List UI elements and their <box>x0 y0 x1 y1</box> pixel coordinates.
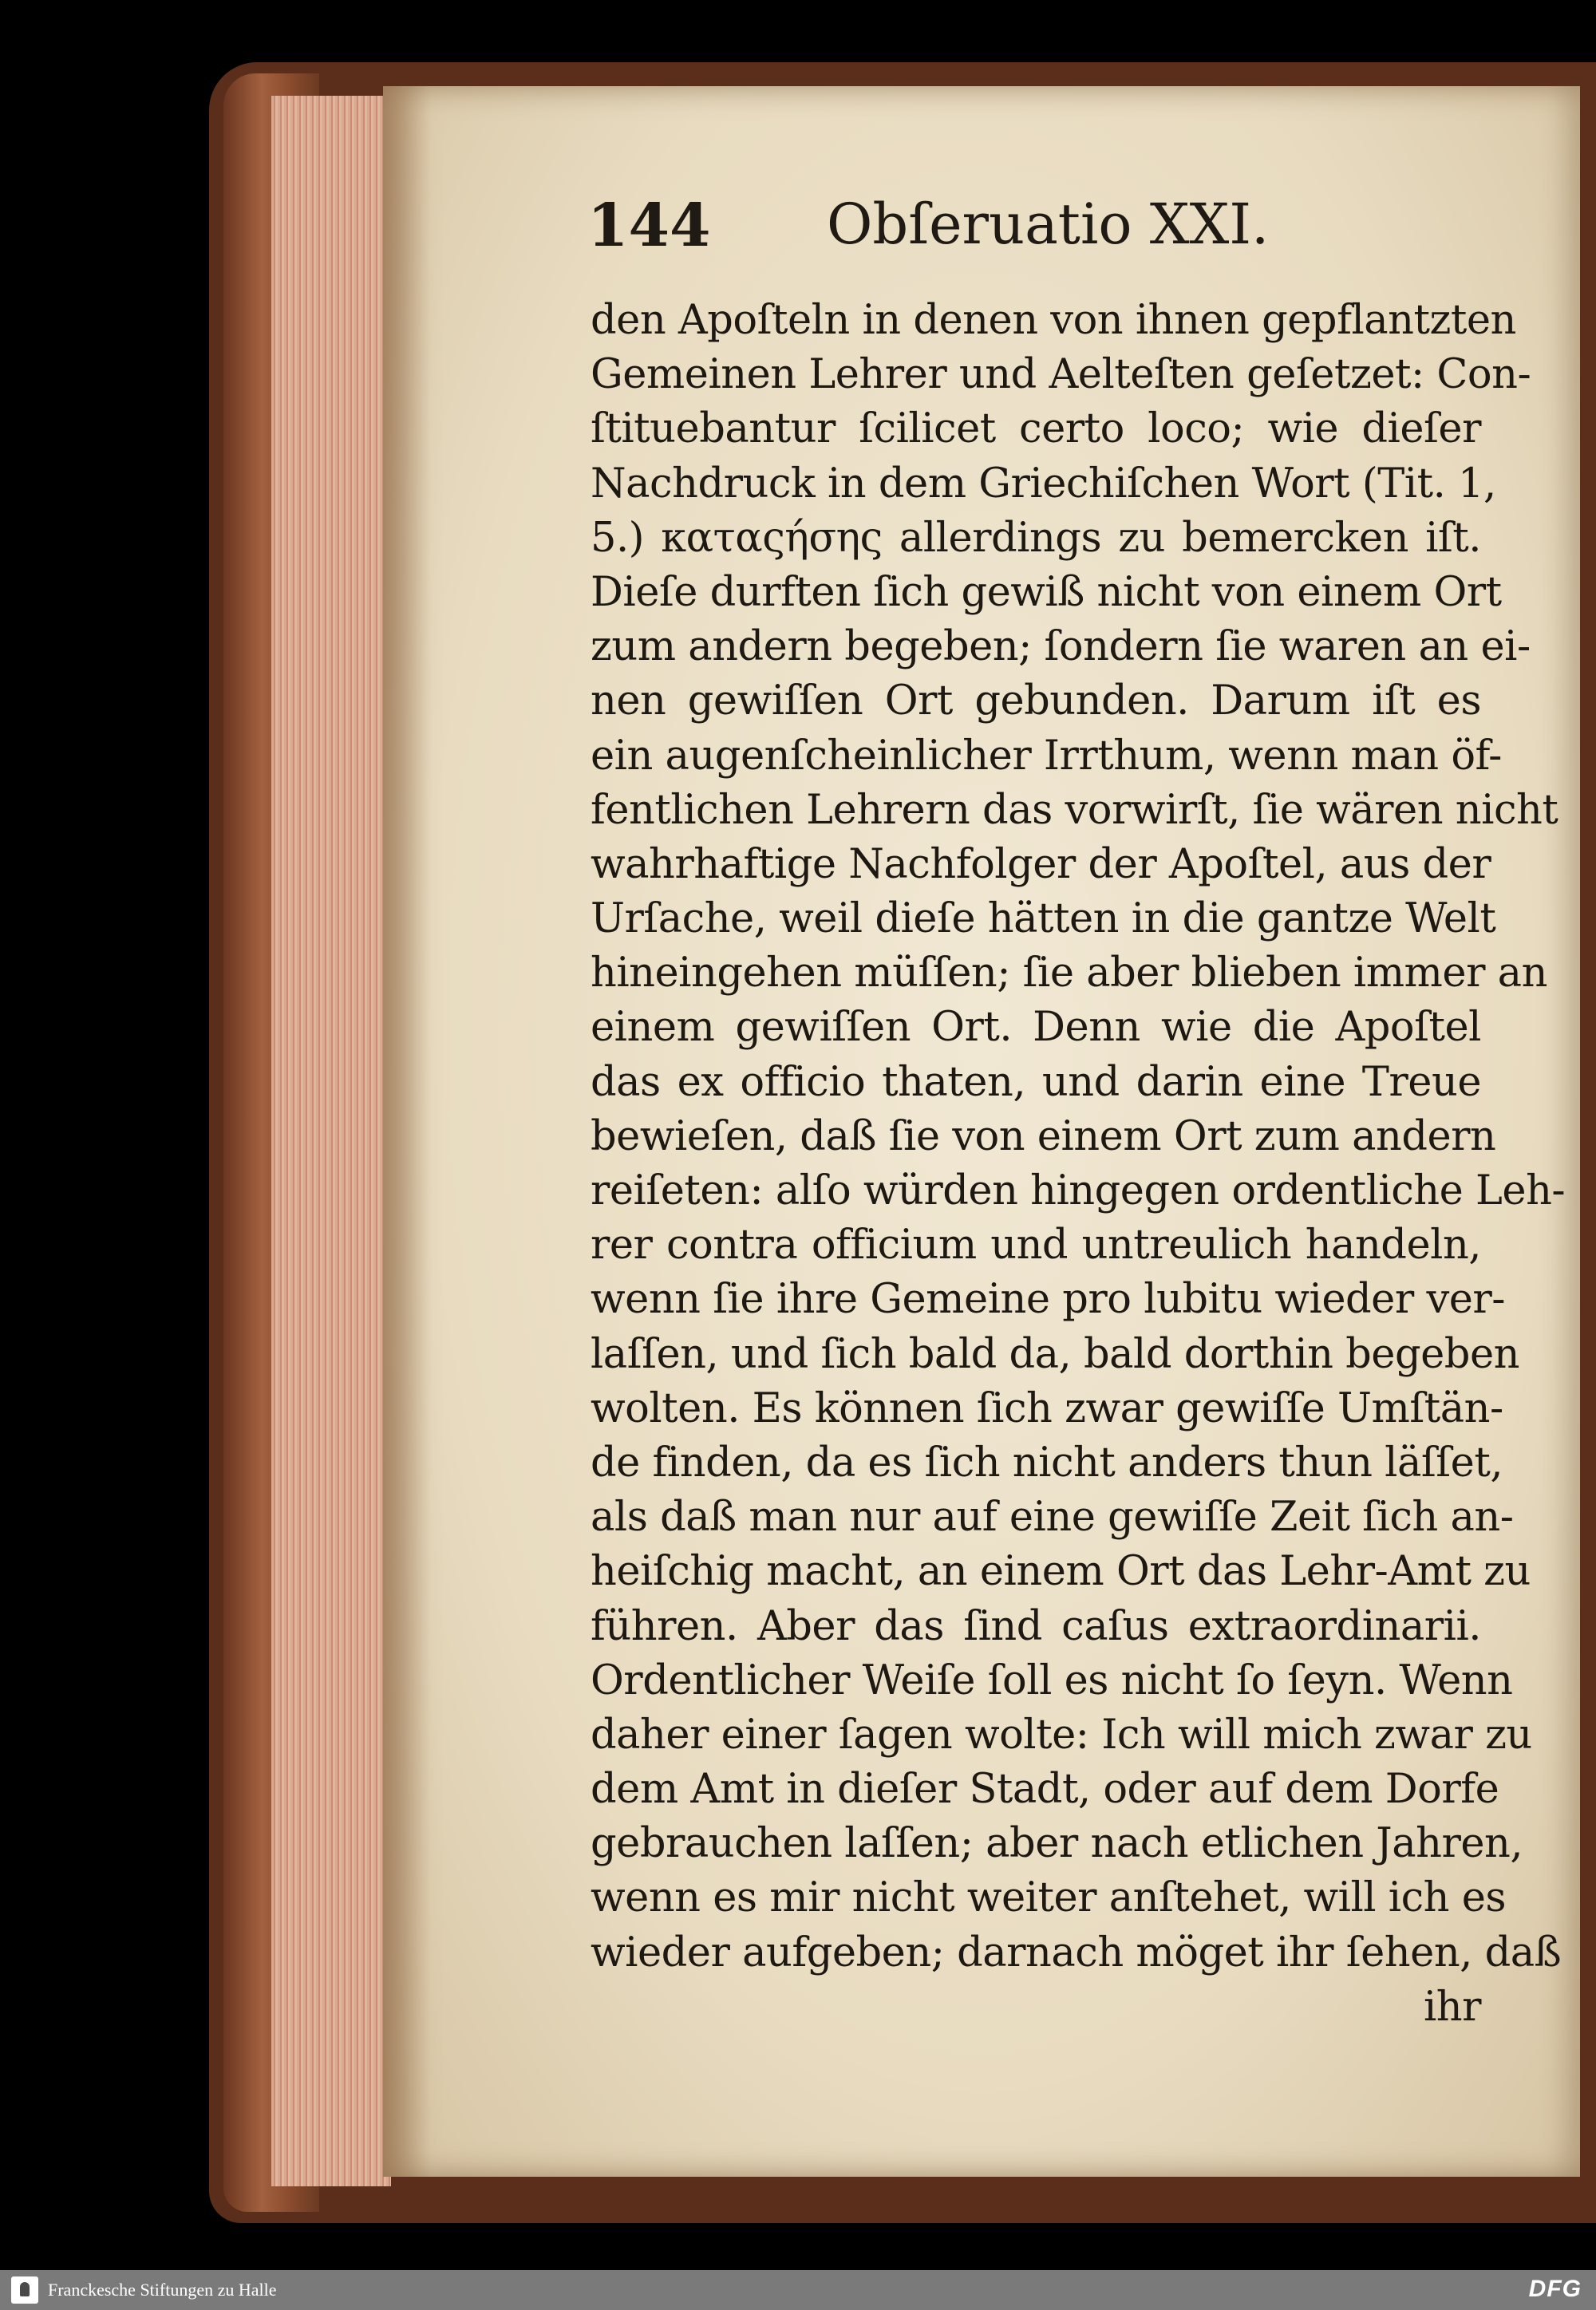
text-line: führen. Aber das ſind caſus extraordinarii. <box>591 1602 1481 1650</box>
text-line: wenn es mir nicht weiter anſtehet, will ich es <box>591 1874 1507 1922</box>
text-line: gebrauchen laſſen; aber nach etlichen Jahren, <box>591 1820 1523 1868</box>
text-line: hineingehen müſſen; ſie aber blieben immer an <box>591 950 1547 997</box>
text-line: den Apoſteln in denen von ihnen gepflantzten <box>591 297 1516 344</box>
text-line: nen gewiſſen Ort gebunden. Darum iſt es <box>591 677 1481 725</box>
text-line: einem gewiſſen Ort. Denn wie die Apoſtel <box>591 1004 1481 1052</box>
text-line: reiſeten: alſo würden hingegen ordentliche Leh- <box>591 1167 1566 1214</box>
running-head: Obſeruatio XXI. <box>827 192 1270 257</box>
text-line: wenn ſie ihre Gemeine pro lubitu wieder ver- <box>591 1276 1506 1324</box>
text-line: Dieſe durften ſich gewiß nicht von einem Ort <box>591 568 1502 616</box>
page-edges <box>271 96 391 2186</box>
text-line: ein augenſcheinlicher Irrthum, wenn man öf- <box>591 732 1502 780</box>
text-line: wieder aufgeben; darnach möget ihr ſehen, daß <box>591 1929 1562 1976</box>
text-line: wahrhaftige Nachfolger der Apoſtel, aus der <box>591 840 1491 888</box>
footer-bar <box>0 2270 1596 2310</box>
text-line: Nachdruck in dem Griechiſchen Wort (Tit. 1, <box>591 460 1496 507</box>
page-header <box>587 184 1489 271</box>
text-line: Urſache, weil dieſe hätten in die gantze Welt <box>591 895 1496 943</box>
text-line: dem Amt in dieſer Stadt, oder auf dem Dorfe <box>591 1766 1499 1814</box>
catchword: ihr <box>1423 1983 1481 2031</box>
text-line: wolten. Es können ſich zwar gewiſſe Umſtän- <box>591 1384 1503 1432</box>
page-number: 144 <box>587 192 711 260</box>
text-line: fentlichen Lehrern das vorwirſt, ſie wären nicht <box>591 786 1558 834</box>
text-line: ſtituebantur ſcilicet certo loco; wie dieſer <box>591 405 1481 453</box>
text-line: zum andern begeben; ſondern ſie waren an ei- <box>591 623 1531 671</box>
text-line: das ex officio thaten, und darin eine Treue <box>591 1058 1481 1106</box>
text-line: als daß man nur auf eine gewiſſe Zeit ſich an- <box>591 1494 1514 1542</box>
institution-logo-icon <box>11 2276 38 2304</box>
text-line: 5.) καταςήσης allerdings zu bemercken iſt. <box>591 514 1481 562</box>
text-line: de finden, da es ſich nicht anders thun läſſet, <box>591 1439 1503 1487</box>
text-line: Gemeinen Lehrer und Aelteſten geſetzet: Con- <box>591 351 1531 399</box>
text-line: daher einer ſagen wolte: Ich will mich zwar zu <box>591 1711 1532 1759</box>
text-line: laſſen, und ſich bald da, bald dorthin begeben <box>591 1330 1519 1378</box>
institution-name: Franckesche Stiftungen zu Halle <box>48 2280 277 2300</box>
text-line: bewieſen, daß ſie von einem Ort zum andern <box>591 1112 1496 1160</box>
gutter-shadow <box>383 86 431 2177</box>
text-line: heiſchig macht, an einem Ort das Lehr-Amt zu <box>591 1548 1531 1596</box>
text-line: Ordentlicher Weiſe ſoll es nicht ſo ſeyn. Wenn <box>591 1656 1513 1704</box>
text-line: rer contra officium und untreulich handeln, <box>591 1222 1481 1270</box>
body-text <box>591 294 1566 2035</box>
funder-logo: DFG <box>1528 2276 1582 2302</box>
